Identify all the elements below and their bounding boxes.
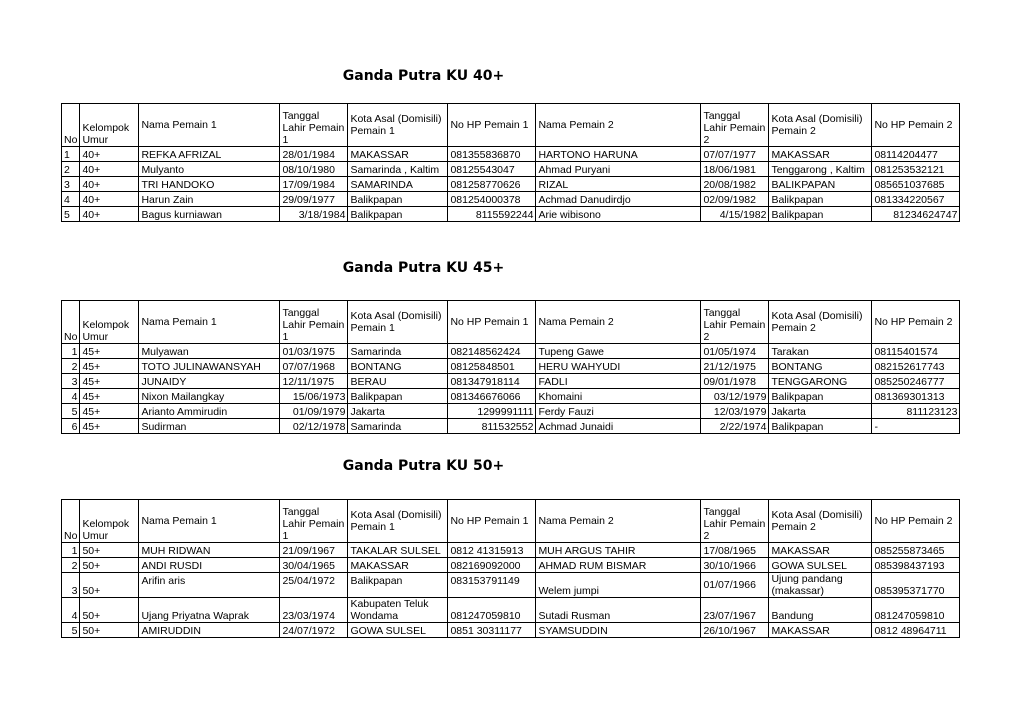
- cell-hp-1: 08125543047: [448, 162, 536, 177]
- cell-nama-1: TOTO JULINAWANSYAH: [139, 359, 280, 374]
- cell-nama-1: Ujang Priyatna Waprak: [139, 598, 280, 623]
- cell-tanggal-1: 29/09/1977: [280, 192, 348, 207]
- cell-no: 2: [62, 359, 80, 374]
- header-nama-pemain-1: Nama Pemain 1: [139, 104, 280, 147]
- header-nama-pemain-1: Nama Pemain 1: [139, 301, 280, 344]
- header-no-hp-2: No HP Pemain 2: [872, 301, 960, 344]
- cell-kelompok: 45+: [80, 389, 139, 404]
- cell-tanggal-2: 2/22/1974: [701, 419, 769, 434]
- cell-kelompok: 50+: [80, 623, 139, 638]
- cell-kota-1: Balikpapan: [348, 192, 448, 207]
- header-tanggal-lahir-2: Tanggal Lahir Pemain 2: [701, 301, 769, 344]
- cell-tanggal-2: 20/08/1982: [701, 177, 769, 192]
- cell-tanggal-2: 4/15/1982: [701, 207, 769, 222]
- cell-kota-2: MAKASSAR: [769, 147, 872, 162]
- cell-nama-1: Arifin aris: [139, 573, 280, 598]
- cell-nama-2: HARTONO HARUNA: [536, 147, 701, 162]
- cell-tanggal-1: 23/03/1974: [280, 598, 348, 623]
- header-no: No: [62, 301, 80, 344]
- cell-kota-2: Tenggarong , Kaltim: [769, 162, 872, 177]
- cell-kota-2: GOWA SULSEL: [769, 558, 872, 573]
- cell-hp-1: 1299991111: [448, 404, 536, 419]
- table-header-row: [62, 500, 960, 543]
- table-header-row: [62, 104, 960, 147]
- cell-hp-2: 081247059810: [872, 598, 960, 623]
- cell-kelompok: 40+: [80, 147, 139, 162]
- cell-hp-1: 0812 41315913: [448, 543, 536, 558]
- table-row: [62, 419, 960, 434]
- cell-kelompok: 45+: [80, 359, 139, 374]
- table-row: [62, 374, 960, 389]
- cell-hp-1: 8115592244: [448, 207, 536, 222]
- cell-hp-2: 81234624747: [872, 207, 960, 222]
- cell-hp-2: 085651037685: [872, 177, 960, 192]
- cell-no: 3: [62, 177, 80, 192]
- cell-tanggal-2: 21/12/1975: [701, 359, 769, 374]
- cell-nama-2: Khomaini: [536, 389, 701, 404]
- cell-nama-2: Achmad Junaidi: [536, 419, 701, 434]
- cell-no: 3: [62, 573, 80, 598]
- cell-kota-2: Ujung pandang (makassar): [769, 573, 872, 598]
- table-ku45: [61, 300, 960, 434]
- header-no-hp-1: No HP Pemain 1: [448, 500, 536, 543]
- cell-hp-2: 0812 48964711: [872, 623, 960, 638]
- table-row: [62, 558, 960, 573]
- header-kelompok-umur: Kelompok Umur: [80, 301, 139, 344]
- header-no-hp-2: No HP Pemain 2: [872, 104, 960, 147]
- cell-tanggal-1: 02/12/1978: [280, 419, 348, 434]
- cell-kelompok: 45+: [80, 404, 139, 419]
- cell-kelompok: 45+: [80, 374, 139, 389]
- cell-kelompok: 40+: [80, 177, 139, 192]
- cell-kelompok: 40+: [80, 207, 139, 222]
- header-tanggal-lahir-2: Tanggal Lahir Pemain 2: [701, 104, 769, 147]
- cell-tanggal-2: 02/09/1982: [701, 192, 769, 207]
- cell-nama-2: RIZAL: [536, 177, 701, 192]
- cell-hp-2: 085250246777: [872, 374, 960, 389]
- cell-kota-1: Kabupaten Teluk Wondama: [348, 598, 448, 623]
- cell-nama-1: Bagus kurniawan: [139, 207, 280, 222]
- header-nama-pemain-2: Nama Pemain 2: [536, 301, 701, 344]
- section-title-ku50: Ganda Putra KU 50+: [342, 458, 505, 474]
- cell-hp-2: 081369301313: [872, 389, 960, 404]
- cell-no: 4: [62, 192, 80, 207]
- cell-hp-2: 085398437193: [872, 558, 960, 573]
- cell-no: 5: [62, 404, 80, 419]
- cell-nama-1: MUH RIDWAN: [139, 543, 280, 558]
- cell-kelompok: 45+: [80, 419, 139, 434]
- cell-hp-1: 08125848501: [448, 359, 536, 374]
- cell-tanggal-1: 01/09/1979: [280, 404, 348, 419]
- cell-tanggal-2: 12/03/1979: [701, 404, 769, 419]
- cell-kelompok: 50+: [80, 543, 139, 558]
- cell-nama-1: TRI HANDOKO: [139, 177, 280, 192]
- cell-kota-1: Samarinda , Kaltim: [348, 162, 448, 177]
- table-row: [62, 543, 960, 558]
- cell-kota-1: MAKASSAR: [348, 147, 448, 162]
- table-header-row: [62, 301, 960, 344]
- cell-kelompok: 40+: [80, 162, 139, 177]
- header-kota-asal-2: Kota Asal (Domisili) Pemain 2: [769, 104, 872, 147]
- cell-kelompok: 50+: [80, 598, 139, 623]
- cell-kota-1: Balikpapan: [348, 207, 448, 222]
- cell-hp-1: 081254000378: [448, 192, 536, 207]
- header-no: No: [62, 104, 80, 147]
- table-ku50: [61, 499, 960, 638]
- cell-nama-1: Sudirman: [139, 419, 280, 434]
- cell-kota-1: SAMARINDA: [348, 177, 448, 192]
- cell-hp-1: 081247059810: [448, 598, 536, 623]
- header-tanggal-lahir-1: Tanggal Lahir Pemain 1: [280, 104, 348, 147]
- cell-kota-1: MAKASSAR: [348, 558, 448, 573]
- cell-nama-2: Welem jumpi: [536, 573, 701, 598]
- cell-kelompok: 50+: [80, 573, 139, 598]
- cell-no: 4: [62, 598, 80, 623]
- cell-tanggal-2: 09/01/1978: [701, 374, 769, 389]
- cell-nama-1: REFKA AFRIZAL: [139, 147, 280, 162]
- cell-nama-2: HERU WAHYUDI: [536, 359, 701, 374]
- cell-tanggal-2: 03/12/1979: [701, 389, 769, 404]
- cell-nama-1: Mulyawan: [139, 344, 280, 359]
- cell-tanggal-2: 17/08/1965: [701, 543, 769, 558]
- cell-tanggal-2: 01/07/1966: [701, 573, 769, 598]
- cell-kota-1: Balikpapan: [348, 389, 448, 404]
- cell-nama-1: ANDI RUSDI: [139, 558, 280, 573]
- cell-hp-2: -: [872, 419, 960, 434]
- cell-tanggal-1: 07/07/1968: [280, 359, 348, 374]
- header-kelompok-umur: Kelompok Umur: [80, 500, 139, 543]
- cell-nama-2: Tupeng Gawe: [536, 344, 701, 359]
- cell-nama-2: AHMAD RUM BISMAR: [536, 558, 701, 573]
- cell-nama-1: AMIRUDDIN: [139, 623, 280, 638]
- header-no: No: [62, 500, 80, 543]
- cell-tanggal-1: 08/10/1980: [280, 162, 348, 177]
- cell-kota-2: MAKASSAR: [769, 543, 872, 558]
- cell-hp-1: 081347918114: [448, 374, 536, 389]
- cell-kelompok: 45+: [80, 344, 139, 359]
- cell-hp-2: 082152617743: [872, 359, 960, 374]
- cell-no: 5: [62, 623, 80, 638]
- cell-no: 2: [62, 162, 80, 177]
- table-row: [62, 359, 960, 374]
- table-row: [62, 207, 960, 222]
- cell-hp-1: 081355836870: [448, 147, 536, 162]
- cell-kota-2: Balikpapan: [769, 207, 872, 222]
- cell-kota-2: Balikpapan: [769, 389, 872, 404]
- cell-kota-1: Balikpapan: [348, 573, 448, 598]
- table-row: [62, 598, 960, 623]
- cell-nama-2: Achmad Danudirdjo: [536, 192, 701, 207]
- cell-tanggal-2: 23/07/1967: [701, 598, 769, 623]
- cell-no: 5: [62, 207, 80, 222]
- section-title-ku45: Ganda Putra KU 45+: [342, 260, 505, 276]
- header-nama-pemain-1: Nama Pemain 1: [139, 500, 280, 543]
- cell-kota-1: GOWA SULSEL: [348, 623, 448, 638]
- cell-tanggal-1: 12/11/1975: [280, 374, 348, 389]
- cell-hp-1: 082169092000: [448, 558, 536, 573]
- cell-kota-1: Samarinda: [348, 344, 448, 359]
- cell-tanggal-2: 26/10/1967: [701, 623, 769, 638]
- table-row: [62, 404, 960, 419]
- table-row: [62, 147, 960, 162]
- cell-kota-2: Balikpapan: [769, 192, 872, 207]
- cell-hp-1: 081258770626: [448, 177, 536, 192]
- header-kota-asal-1: Kota Asal (Domisili) Pemain 1: [348, 104, 448, 147]
- table-row: [62, 344, 960, 359]
- table-row: [62, 573, 960, 598]
- table-row: [62, 623, 960, 638]
- cell-no: 1: [62, 147, 80, 162]
- cell-nama-2: Arie wibisono: [536, 207, 701, 222]
- cell-kelompok: 40+: [80, 192, 139, 207]
- cell-hp-1: 083153791149: [448, 573, 536, 598]
- header-no-hp-1: No HP Pemain 1: [448, 301, 536, 344]
- header-tanggal-lahir-1: Tanggal Lahir Pemain 1: [280, 301, 348, 344]
- header-nama-pemain-2: Nama Pemain 2: [536, 104, 701, 147]
- cell-no: 1: [62, 344, 80, 359]
- cell-kota-2: MAKASSAR: [769, 623, 872, 638]
- cell-no: 3: [62, 374, 80, 389]
- cell-kota-2: Bandung: [769, 598, 872, 623]
- cell-no: 1: [62, 543, 80, 558]
- cell-tanggal-1: 28/01/1984: [280, 147, 348, 162]
- cell-tanggal-1: 3/18/1984: [280, 207, 348, 222]
- table-row: [62, 177, 960, 192]
- cell-no: 6: [62, 419, 80, 434]
- cell-kota-2: BONTANG: [769, 359, 872, 374]
- cell-no: 2: [62, 558, 80, 573]
- cell-tanggal-1: 01/03/1975: [280, 344, 348, 359]
- header-kota-asal-2: Kota Asal (Domisili) Pemain 2: [769, 301, 872, 344]
- cell-kota-2: TENGGARONG: [769, 374, 872, 389]
- cell-nama-1: Mulyanto: [139, 162, 280, 177]
- cell-nama-1: Nixon Mailangkay: [139, 389, 280, 404]
- cell-hp-1: 0851 30311177: [448, 623, 536, 638]
- cell-hp-2: 085255873465: [872, 543, 960, 558]
- header-kota-asal-1: Kota Asal (Domisili) Pemain 1: [348, 500, 448, 543]
- table-row: [62, 162, 960, 177]
- cell-kota-1: Jakarta: [348, 404, 448, 419]
- cell-kota-1: TAKALAR SULSEL: [348, 543, 448, 558]
- cell-kota-2: Tarakan: [769, 344, 872, 359]
- header-tanggal-lahir-1: Tanggal Lahir Pemain 1: [280, 500, 348, 543]
- cell-nama-2: FADLI: [536, 374, 701, 389]
- cell-hp-1: 082148562424: [448, 344, 536, 359]
- cell-hp-1: 081346676066: [448, 389, 536, 404]
- cell-tanggal-1: 25/04/1972: [280, 573, 348, 598]
- cell-tanggal-1: 30/04/1965: [280, 558, 348, 573]
- cell-hp-2: 081334220567: [872, 192, 960, 207]
- cell-kota-2: Jakarta: [769, 404, 872, 419]
- cell-nama-2: Sutadi Rusman: [536, 598, 701, 623]
- cell-hp-2: 085395371770: [872, 573, 960, 598]
- cell-tanggal-2: 07/07/1977: [701, 147, 769, 162]
- cell-kelompok: 50+: [80, 558, 139, 573]
- header-tanggal-lahir-2: Tanggal Lahir Pemain 2: [701, 500, 769, 543]
- cell-tanggal-1: 15/06/1973: [280, 389, 348, 404]
- cell-tanggal-2: 18/06/1981: [701, 162, 769, 177]
- cell-nama-2: MUH ARGUS TAHIR: [536, 543, 701, 558]
- cell-nama-2: Ferdy Fauzi: [536, 404, 701, 419]
- header-kelompok-umur: Kelompok Umur: [80, 104, 139, 147]
- cell-hp-2: 811123123: [872, 404, 960, 419]
- header-kota-asal-1: Kota Asal (Domisili) Pemain 1: [348, 301, 448, 344]
- cell-tanggal-1: 17/09/1984: [280, 177, 348, 192]
- cell-kota-2: Balikpapan: [769, 419, 872, 434]
- cell-nama-1: Harun Zain: [139, 192, 280, 207]
- cell-kota-1: BERAU: [348, 374, 448, 389]
- table-row: [62, 389, 960, 404]
- cell-tanggal-1: 24/07/1972: [280, 623, 348, 638]
- header-no-hp-1: No HP Pemain 1: [448, 104, 536, 147]
- cell-nama-2: SYAMSUDDIN: [536, 623, 701, 638]
- cell-hp-1: 811532552: [448, 419, 536, 434]
- cell-hp-2: 08115401574: [872, 344, 960, 359]
- header-nama-pemain-2: Nama Pemain 2: [536, 500, 701, 543]
- cell-kota-2: BALIKPAPAN: [769, 177, 872, 192]
- table-row: [62, 192, 960, 207]
- cell-tanggal-1: 21/09/1967: [280, 543, 348, 558]
- section-title-ku40: Ganda Putra KU 40+: [342, 68, 505, 84]
- header-kota-asal-2: Kota Asal (Domisili) Pemain 2: [769, 500, 872, 543]
- cell-nama-1: JUNAIDY: [139, 374, 280, 389]
- cell-kota-1: BONTANG: [348, 359, 448, 374]
- cell-tanggal-2: 30/10/1966: [701, 558, 769, 573]
- table-ku40: [61, 103, 960, 222]
- cell-nama-2: Ahmad Puryani: [536, 162, 701, 177]
- cell-no: 4: [62, 389, 80, 404]
- cell-tanggal-2: 01/05/1974: [701, 344, 769, 359]
- cell-kota-1: Samarinda: [348, 419, 448, 434]
- header-no-hp-2: No HP Pemain 2: [872, 500, 960, 543]
- cell-hp-2: 08114204477: [872, 147, 960, 162]
- cell-hp-2: 081253532121: [872, 162, 960, 177]
- cell-nama-1: Arianto Ammirudin: [139, 404, 280, 419]
